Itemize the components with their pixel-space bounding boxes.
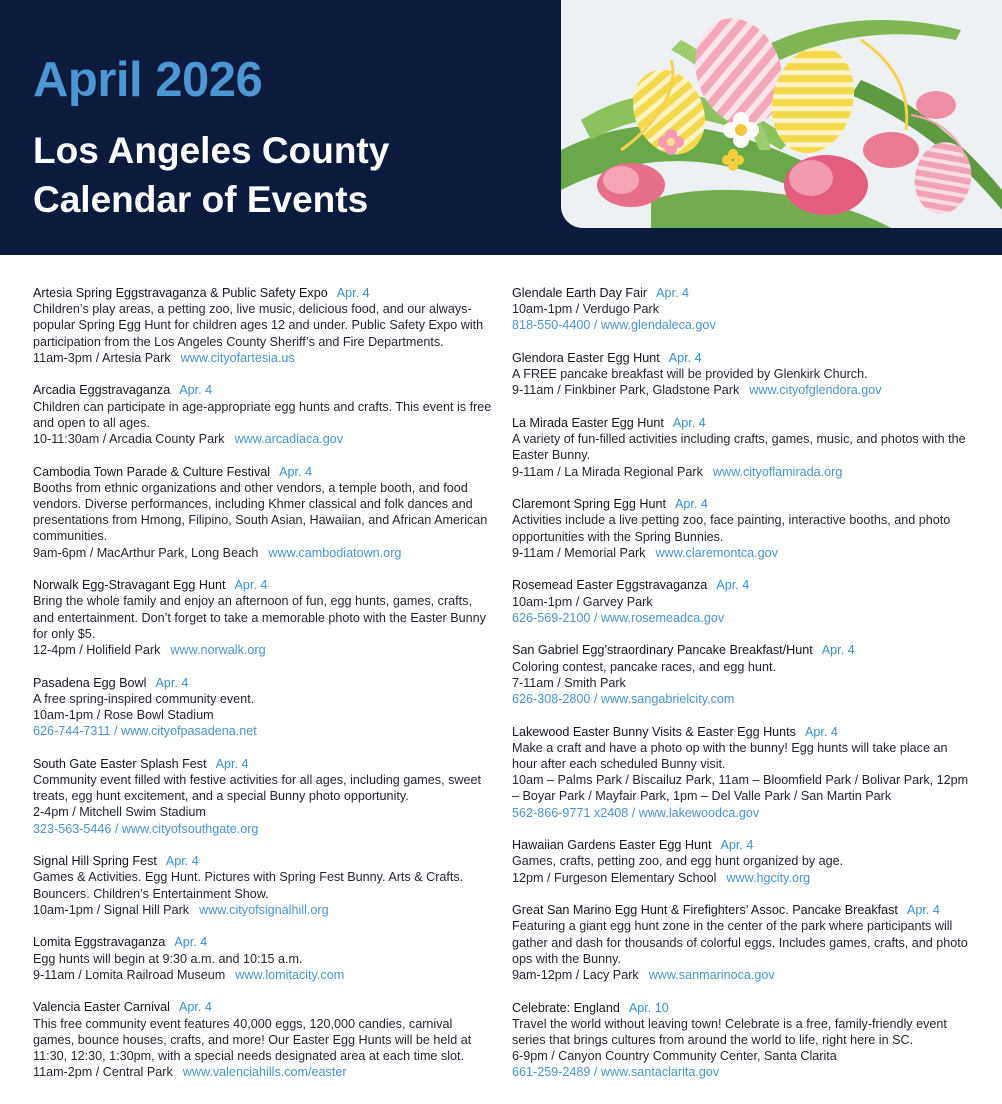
event-item (512, 724, 974, 821)
event-item (33, 756, 493, 837)
event-date: Apr. 4 (165, 854, 199, 869)
event-title: Valencia Easter Carnival (33, 1000, 170, 1015)
event-date: Apr. 4 (336, 286, 370, 300)
event-contact-link[interactable]: 818-550-4400 / www.glendaleca.gov (512, 318, 716, 333)
event-description: Booths from ethnic organizations and other vendors, a temple booth, and food vendors. Diverse performances, including Khmer classical and folk dances and presentations from Hmong, Filipino, South Asian, Hawaiian, and African American communities. (33, 480, 488, 544)
event-date: Apr. 4 (672, 416, 706, 430)
event-title: Glendale Earth Day Fair (512, 286, 648, 300)
event-item (33, 853, 493, 918)
event-date: Apr. 4 (179, 383, 213, 398)
event-description: A FREE pancake breakfast will be provided by Glenkirk Church. (512, 367, 868, 382)
event-time-location: 9-11am / Memorial Park (512, 545, 646, 560)
event-description: Coloring contest, pancake races, and egg hunt. (512, 659, 776, 674)
event-website-link[interactable]: www.sanmarinoca.gov (648, 968, 775, 983)
event-item (33, 577, 493, 658)
event-time-location: 10am-1pm / Garvey Park (512, 594, 653, 609)
event-item (512, 496, 974, 561)
event-contact-link[interactable]: 626-569-2100 / www.rosemeadca.gov (512, 610, 725, 625)
event-time-location: 7-11am / Smith Park (512, 675, 626, 690)
event-title: South Gate Easter Splash Fest (33, 756, 207, 771)
event-time-location: 9-11am / Lomita Railroad Museum (33, 967, 226, 982)
event-title: Hawaiian Gardens Easter Egg Hunt (512, 838, 712, 853)
event-title: Lakewood Easter Bunny Visits & Easter Egg Hunts (512, 724, 796, 739)
event-title: Lomita Eggstravaganza (33, 935, 166, 950)
event-item (512, 285, 974, 334)
event-date: Apr. 4 (675, 497, 708, 512)
event-date: Apr. 4 (804, 724, 838, 739)
event-description: Egg hunts will begin at 9:30 a.m. and 10:15 a.m. (33, 951, 303, 966)
event-website-link[interactable]: www.cityoflamirada.org (712, 464, 843, 479)
event-website-link[interactable]: www.claremontca.gov (655, 545, 778, 560)
event-contact-link[interactable]: 323-563-5446 / www.cityofsouthgate.org (33, 821, 259, 836)
event-description: Children can participate in age-appropriate egg hunts and crafts. This event is free and open to all ages. (33, 399, 492, 430)
event-title: Cambodia Town Parade & Culture Festival (33, 464, 271, 479)
event-title: Norwalk Egg-Stravagant Egg Hunt (33, 578, 226, 593)
event-time-location: 6-9pm / Canyon Country Community Center, Santa Clarita (512, 1049, 837, 1064)
event-item (512, 902, 974, 983)
event-date: Apr. 4 (178, 1000, 212, 1015)
event-title: Celebrate: England (512, 1000, 620, 1015)
event-title: Claremont Spring Egg Hunt (512, 497, 667, 512)
event-time-location: 12-4pm / Holifield Park (33, 643, 161, 658)
event-date: Apr. 4 (656, 286, 690, 300)
event-item (512, 415, 974, 480)
event-date: Apr. 10 (628, 1000, 669, 1015)
event-time-location: 9-11am / Finkbiner Park, Gladstone Park (512, 383, 740, 398)
event-description: Make a craft and have a photo op with the bunny! Egg hunts will take place an hour after each scheduled Bunny visit. (512, 740, 948, 772)
event-description: Games & Activities. Egg Hunt. Pictures with Spring Fest Bunny. Arts & Crafts. Bouncers. Children’s Entertainment Show. (33, 870, 464, 901)
event-website-link[interactable]: www.cambodiatown.org (268, 545, 402, 560)
event-date: Apr. 4 (716, 578, 750, 593)
event-description: Featuring a giant egg hunt zone in the center of the park where participants will gather and dash for thousands of colorful eggs. Includes games, crafts, and photo ops with the Bunny. (512, 919, 968, 966)
event-item (512, 577, 974, 626)
event-date: Apr. 4 (906, 903, 940, 918)
event-website-link[interactable]: www.norwalk.org (170, 643, 266, 658)
event-title: Glendora Easter Egg Hunt (512, 351, 660, 365)
event-time-location: 10am – Palms Park / Biscailuz Park, 11am – Bloomfield Park / Bolivar Park, 12pm – Boyar Park / Mayfair Park, 1pm – Del Valle Park / San Martin Park (512, 773, 969, 804)
event-item (512, 837, 974, 886)
event-title: Great San Marino Egg Hunt & Firefighters’ Assoc. Pancake Breakfast (512, 903, 898, 918)
event-time-location: 10-11:30am / Arcadia County Park (33, 432, 225, 447)
event-time-location: 9am-12pm / Lacy Park (512, 968, 639, 983)
event-time-location: 9am-6pm / MacArthur Park, Long Beach (33, 545, 259, 560)
event-date: Apr. 4 (155, 675, 189, 690)
easter-eggs-illustration (561, 0, 1002, 228)
event-item (512, 350, 974, 399)
event-time-location: 10am-1pm / Verdugo Park (512, 302, 660, 317)
event-website-link[interactable]: www.hgcity.org (726, 870, 811, 885)
event-item (33, 285, 493, 366)
event-date: Apr. 4 (668, 351, 702, 365)
event-title: La Mirada Easter Egg Hunt (512, 416, 664, 430)
easter-eggs-photo (561, 0, 1002, 228)
event-date: Apr. 4 (215, 756, 249, 771)
event-time-location: 11am-3pm / Artesia Park (33, 350, 171, 365)
event-item (33, 934, 493, 983)
event-title: Signal Hill Spring Fest (33, 854, 157, 869)
event-item (33, 999, 493, 1080)
event-date: Apr. 4 (720, 838, 754, 853)
event-date: Apr. 4 (234, 578, 268, 593)
event-description: Community event filled with festive activities for all ages, including games, sweet treats, egg hunt excitement, and a special Bunny photo opportunity. (33, 773, 481, 804)
title-line-1: Los Angeles County (33, 130, 390, 171)
event-title: Artesia Spring Eggstravaganza & Public Safety Expo (33, 286, 328, 300)
event-time-location: 11am-2pm / Central Park (33, 1065, 173, 1080)
event-description: Travel the world without leaving town! Celebrate is a free, family-friendly event series that brings cultures from around the world to life, right here in SC. (512, 1016, 947, 1048)
event-time-location: 2-4pm / Mitchell Swim Stadium (33, 805, 206, 820)
event-website-link[interactable]: www.cityofartesia.us (180, 350, 295, 365)
event-time-location: 12pm / Furgeson Elementary School (512, 870, 717, 885)
event-date: Apr. 4 (821, 643, 855, 658)
event-title: Pasadena Egg Bowl (33, 675, 147, 690)
event-time-location: 9-11am / La Mirada Regional Park (512, 464, 703, 479)
event-description: A variety of fun-filled activities including crafts, games, music, and photos with the Easter Bunny. (512, 432, 966, 463)
event-item (512, 1000, 974, 1081)
event-contact-link[interactable]: 626-308-2800 / www.sangabrielcity.com (512, 692, 735, 707)
event-website-link[interactable]: www.cityofsignalhill.org (199, 902, 329, 917)
event-website-link[interactable]: www.cityofglendora.gov (749, 383, 882, 398)
event-description: This free community event features 40,000 eggs, 120,000 candies, carnival games, bounce houses, crafts, and more! Our Easter Egg Hunts will be held at 11:30, 12:30, 1:30pm, with a special needs designated area at each time slot. (33, 1016, 472, 1064)
event-date: Apr. 4 (279, 464, 312, 479)
event-title: Arcadia Eggstravaganza (33, 383, 171, 398)
event-description: Games, crafts, petting zoo, and egg hunt organized by age. (512, 854, 844, 869)
page-year: April 2026 (33, 53, 263, 107)
event-title: San Gabriel Egg’straordinary Pancake Breakfast/Hunt (512, 643, 813, 658)
event-title: Rosemead Easter Eggstravaganza (512, 578, 708, 593)
right-event-column (512, 285, 974, 1097)
event-item (33, 464, 493, 561)
event-description: A free spring-inspired community event. (33, 691, 255, 706)
page-title (33, 126, 389, 224)
title-line-2: Calendar of Events (33, 179, 369, 220)
event-contact-link[interactable]: 562-866-9771 x2408 / www.lakewoodca.gov (512, 805, 760, 820)
event-description: Activities include a live petting zoo, face painting, interactive booths, and photo opportunities with the Spring Bunnies. (512, 513, 951, 544)
event-item (512, 642, 974, 707)
event-item (33, 382, 493, 447)
event-website-link[interactable]: www.lomitacity.com (235, 967, 345, 982)
event-description: Children’s play areas, a petting zoo, live music, delicious food, and our always-popular Spring Egg Hunt for children ages 12 and under. Public Safety Expo with participation from the Los Angeles County Sheriff’s and Fire Departments. (33, 302, 484, 349)
event-website-link[interactable]: www.valenciahills.com/easter (182, 1065, 347, 1080)
left-event-column (33, 285, 493, 1097)
event-contact-link[interactable]: 626-744-7311 / www.cityofpasadena.net (33, 724, 257, 739)
event-website-link[interactable]: www.arcadiaca.gov (234, 432, 344, 447)
event-time-location: 10am-1pm / Rose Bowl Stadium (33, 708, 214, 723)
event-time-location: 10am-1pm / Signal Hill Park (33, 902, 190, 917)
event-description: Bring the whole family and enjoy an afternoon of fun, egg hunts, games, crafts, and entertainment. Don’t forget to take a memorable photo with the Easter Bunny for only $5. (33, 594, 486, 641)
event-item (33, 675, 493, 740)
event-date: Apr. 4 (174, 935, 208, 950)
event-contact-link[interactable]: 661-259-2489 / www.santaclarita.gov (512, 1065, 720, 1080)
